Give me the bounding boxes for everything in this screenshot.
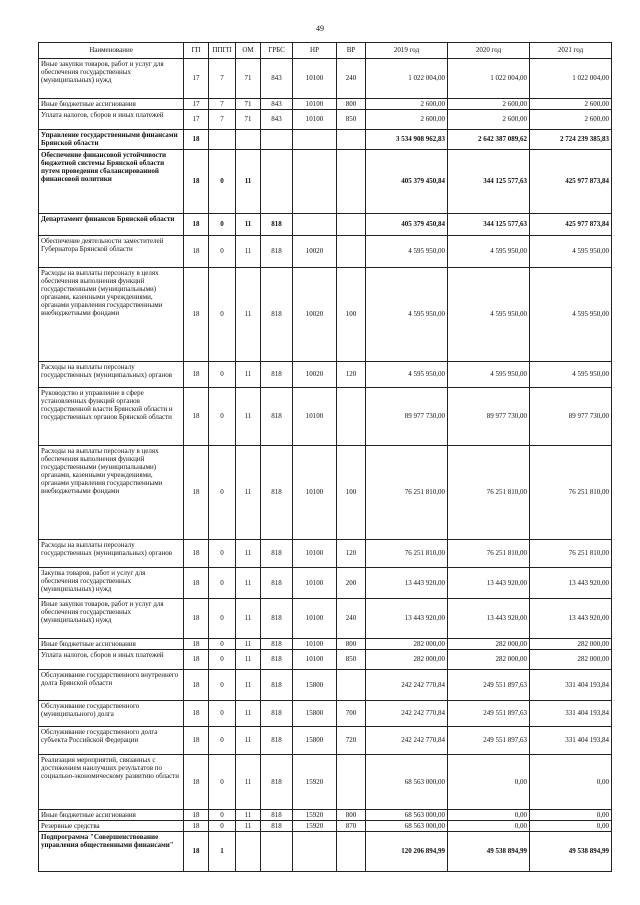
cell-nr: 10100 bbox=[293, 388, 337, 446]
cell-vr: 800 bbox=[337, 99, 366, 110]
cell-gp: 18 bbox=[184, 540, 209, 568]
cell-nr: 10100 bbox=[293, 99, 337, 110]
cell-2019: 68 563 000,00 bbox=[366, 755, 448, 810]
cell-2021: 0,00 bbox=[530, 755, 612, 810]
cell-nr: 15800 bbox=[293, 670, 337, 701]
cell-2019: 3 534 908 962,83 bbox=[366, 130, 448, 150]
cell-gp: 18 bbox=[184, 755, 209, 810]
cell-gp: 18 bbox=[184, 650, 209, 670]
table-row bbox=[39, 236, 612, 268]
cell-name: Иные бюджетные ассигнования bbox=[39, 99, 184, 110]
cell-ppgp: 0 bbox=[209, 639, 236, 650]
cell-2020: 282 000,00 bbox=[448, 650, 530, 670]
cell-ppgp: 0 bbox=[209, 670, 236, 701]
cell-gp: 18 bbox=[184, 150, 209, 214]
cell-2019: 76 251 810,00 bbox=[366, 446, 448, 540]
cell-name: Обслуживание государственного внутреннего долга Брянской области bbox=[39, 670, 184, 701]
cell-2020: 344 125 577,63 bbox=[448, 150, 530, 214]
cell-gp: 18 bbox=[184, 670, 209, 701]
table-row bbox=[39, 639, 612, 650]
cell-gp: 18 bbox=[184, 568, 209, 599]
cell-grbs: 818 bbox=[261, 810, 293, 821]
cell-ppgp: 0 bbox=[209, 446, 236, 540]
cell-ppgp: 0 bbox=[209, 755, 236, 810]
cell-2020: 249 551 897,63 bbox=[448, 727, 530, 755]
cell-gp: 18 bbox=[184, 362, 209, 388]
cell-2020: 249 551 897,63 bbox=[448, 701, 530, 727]
cell-name: Обеспечение деятельности заместителей Губернатора Брянской области bbox=[39, 236, 184, 268]
cell-grbs: 818 bbox=[261, 388, 293, 446]
cell-2019: 13 443 920,00 bbox=[366, 568, 448, 599]
cell-vr bbox=[337, 388, 366, 446]
cell-grbs: 843 bbox=[261, 110, 293, 130]
cell-gp: 18 bbox=[184, 388, 209, 446]
cell-ppgp: 0 bbox=[209, 810, 236, 821]
cell-grbs: 818 bbox=[261, 755, 293, 810]
cell-2021: 2 600,00 bbox=[530, 110, 612, 130]
cell-grbs: 818 bbox=[261, 362, 293, 388]
cell-nr: 10100 bbox=[293, 540, 337, 568]
cell-om: 11 bbox=[236, 388, 261, 446]
cell-nr: 10100 bbox=[293, 650, 337, 670]
cell-om: 11 bbox=[236, 727, 261, 755]
cell-om: 11 bbox=[236, 268, 261, 362]
cell-vr bbox=[337, 236, 366, 268]
cell-gp: 18 bbox=[184, 810, 209, 821]
cell-ppgp: 0 bbox=[209, 388, 236, 446]
table-row bbox=[39, 110, 612, 130]
cell-grbs: 843 bbox=[261, 99, 293, 110]
cell-name: Расходы на выплаты персоналу государственных (муниципальных) органов bbox=[39, 362, 184, 388]
table-row bbox=[39, 388, 612, 446]
cell-2020: 4 595 950,00 bbox=[448, 268, 530, 362]
cell-2019: 68 563 000,00 bbox=[366, 810, 448, 821]
cell-om: 71 bbox=[236, 110, 261, 130]
cell-2021: 1 022 004,00 bbox=[530, 59, 612, 99]
cell-2021: 0,00 bbox=[530, 821, 612, 832]
cell-2020: 0,00 bbox=[448, 821, 530, 832]
table-row bbox=[39, 268, 612, 362]
cell-2019: 76 251 810,00 bbox=[366, 540, 448, 568]
cell-vr: 800 bbox=[337, 810, 366, 821]
table-row bbox=[39, 821, 612, 832]
cell-ppgp bbox=[209, 130, 236, 150]
cell-om: 11 bbox=[236, 810, 261, 821]
cell-ppgp: 0 bbox=[209, 150, 236, 214]
cell-om: 11 bbox=[236, 540, 261, 568]
header-col-ppgp: ППГП bbox=[209, 43, 236, 59]
cell-2020: 0,00 bbox=[448, 755, 530, 810]
cell-vr bbox=[337, 755, 366, 810]
cell-om: 11 bbox=[236, 236, 261, 268]
header-col-gp: ГП bbox=[184, 43, 209, 59]
cell-2020: 249 551 897,63 bbox=[448, 670, 530, 701]
cell-vr: 870 bbox=[337, 821, 366, 832]
cell-name: Обслуживание государственного (муниципального) долга bbox=[39, 701, 184, 727]
cell-2020: 2 642 387 089,62 bbox=[448, 130, 530, 150]
cell-2020: 1 022 004,00 bbox=[448, 59, 530, 99]
cell-2020: 13 443 920,00 bbox=[448, 568, 530, 599]
cell-2021: 282 000,00 bbox=[530, 650, 612, 670]
cell-gp: 18 bbox=[184, 130, 209, 150]
cell-2020: 282 000,00 bbox=[448, 639, 530, 650]
cell-2021: 13 443 920,00 bbox=[530, 599, 612, 639]
cell-name: Департамент финансов Брянской области bbox=[39, 214, 184, 236]
cell-ppgp: 7 bbox=[209, 99, 236, 110]
cell-2019: 242 242 770,84 bbox=[366, 670, 448, 701]
cell-grbs: 818 bbox=[261, 214, 293, 236]
cell-nr: 10100 bbox=[293, 599, 337, 639]
cell-om: 11 bbox=[236, 821, 261, 832]
cell-2021: 13 443 920,00 bbox=[530, 568, 612, 599]
cell-2019: 13 443 920,00 bbox=[366, 599, 448, 639]
table-row bbox=[39, 150, 612, 214]
cell-vr: 240 bbox=[337, 599, 366, 639]
cell-nr: 10020 bbox=[293, 236, 337, 268]
cell-grbs: 818 bbox=[261, 236, 293, 268]
cell-name: Управление государственными финансами Брянской области bbox=[39, 130, 184, 150]
cell-grbs: 843 bbox=[261, 59, 293, 99]
cell-2021: 76 251 810,00 bbox=[530, 540, 612, 568]
cell-gp: 18 bbox=[184, 446, 209, 540]
cell-om: 11 bbox=[236, 755, 261, 810]
cell-2021: 4 595 950,00 bbox=[530, 268, 612, 362]
cell-2019: 68 563 000,00 bbox=[366, 821, 448, 832]
cell-2019: 405 379 450,84 bbox=[366, 150, 448, 214]
cell-grbs bbox=[261, 150, 293, 214]
cell-gp: 18 bbox=[184, 214, 209, 236]
cell-2019: 282 000,00 bbox=[366, 650, 448, 670]
cell-vr: 850 bbox=[337, 110, 366, 130]
cell-2019: 2 600,00 bbox=[366, 99, 448, 110]
cell-gp: 18 bbox=[184, 832, 209, 872]
cell-ppgp: 0 bbox=[209, 701, 236, 727]
cell-ppgp: 7 bbox=[209, 59, 236, 99]
cell-2021: 4 595 950,00 bbox=[530, 362, 612, 388]
table-row bbox=[39, 540, 612, 568]
cell-2019: 242 242 770,84 bbox=[366, 701, 448, 727]
header-col-2019: 2019 год bbox=[366, 43, 448, 59]
cell-vr bbox=[337, 150, 366, 214]
cell-gp: 18 bbox=[184, 236, 209, 268]
cell-2019: 89 977 730,00 bbox=[366, 388, 448, 446]
cell-gp: 17 bbox=[184, 110, 209, 130]
cell-2021: 331 404 193,84 bbox=[530, 701, 612, 727]
cell-gp: 18 bbox=[184, 639, 209, 650]
cell-2021: 331 404 193,84 bbox=[530, 670, 612, 701]
table-row bbox=[39, 130, 612, 150]
cell-2019: 2 600,00 bbox=[366, 110, 448, 130]
cell-nr: 15920 bbox=[293, 755, 337, 810]
cell-vr: 200 bbox=[337, 568, 366, 599]
cell-ppgp: 0 bbox=[209, 362, 236, 388]
cell-grbs: 818 bbox=[261, 727, 293, 755]
cell-gp: 17 bbox=[184, 59, 209, 99]
cell-name: Иные бюджетные ассигнования bbox=[39, 810, 184, 821]
cell-2021: 425 977 873,84 bbox=[530, 214, 612, 236]
cell-2019: 4 595 950,00 bbox=[366, 362, 448, 388]
cell-nr: 15920 bbox=[293, 821, 337, 832]
cell-2019: 4 595 950,00 bbox=[366, 268, 448, 362]
cell-gp: 18 bbox=[184, 701, 209, 727]
table-header-row bbox=[39, 43, 612, 59]
table-row bbox=[39, 568, 612, 599]
cell-om: 11 bbox=[236, 650, 261, 670]
cell-nr: 10020 bbox=[293, 362, 337, 388]
cell-2020: 49 538 894,99 bbox=[448, 832, 530, 872]
cell-nr: 10020 bbox=[293, 268, 337, 362]
header-col-om: ОМ bbox=[236, 43, 261, 59]
cell-2019: 120 206 894,99 bbox=[366, 832, 448, 872]
cell-ppgp: 0 bbox=[209, 599, 236, 639]
cell-2020: 0,00 bbox=[448, 810, 530, 821]
table-row bbox=[39, 599, 612, 639]
cell-2020: 2 600,00 bbox=[448, 99, 530, 110]
cell-2019: 1 022 004,00 bbox=[366, 59, 448, 99]
cell-2020: 13 443 920,00 bbox=[448, 599, 530, 639]
cell-name: Руководство и управление в сфере установленных функций органов государственной власти Брянской области и государственных органов Брянской области bbox=[39, 388, 184, 446]
table-row bbox=[39, 650, 612, 670]
table-row bbox=[39, 59, 612, 99]
cell-2021: 4 595 950,00 bbox=[530, 236, 612, 268]
cell-vr bbox=[337, 670, 366, 701]
table-row bbox=[39, 670, 612, 701]
cell-name: Уплата налогов, сборов и иных платежей bbox=[39, 650, 184, 670]
cell-nr: 15920 bbox=[293, 810, 337, 821]
cell-grbs bbox=[261, 130, 293, 150]
table-row bbox=[39, 214, 612, 236]
cell-vr bbox=[337, 130, 366, 150]
cell-2019: 4 595 950,00 bbox=[366, 236, 448, 268]
cell-vr: 100 bbox=[337, 268, 366, 362]
cell-grbs: 818 bbox=[261, 599, 293, 639]
cell-2020: 344 125 577,63 bbox=[448, 214, 530, 236]
cell-ppgp: 7 bbox=[209, 110, 236, 130]
cell-ppgp: 1 bbox=[209, 832, 236, 872]
cell-om: 11 bbox=[236, 670, 261, 701]
cell-vr bbox=[337, 832, 366, 872]
table-row bbox=[39, 755, 612, 810]
cell-om: 71 bbox=[236, 99, 261, 110]
table-row bbox=[39, 727, 612, 755]
cell-grbs: 818 bbox=[261, 540, 293, 568]
cell-nr: 10100 bbox=[293, 446, 337, 540]
cell-om: 11 bbox=[236, 701, 261, 727]
cell-name: Иные закупки товаров, работ и услуг для обеспечения государственных (муниципальных) нужд bbox=[39, 59, 184, 99]
cell-grbs: 818 bbox=[261, 670, 293, 701]
header-col-2020: 2020 год bbox=[448, 43, 530, 59]
budget-table bbox=[38, 42, 612, 872]
cell-ppgp: 0 bbox=[209, 540, 236, 568]
cell-gp: 18 bbox=[184, 727, 209, 755]
cell-om: 11 bbox=[236, 568, 261, 599]
cell-2021: 282 000,00 bbox=[530, 639, 612, 650]
cell-nr bbox=[293, 130, 337, 150]
cell-om: 11 bbox=[236, 150, 261, 214]
cell-grbs: 818 bbox=[261, 268, 293, 362]
table-row bbox=[39, 99, 612, 110]
cell-grbs: 818 bbox=[261, 639, 293, 650]
cell-2020: 2 600,00 bbox=[448, 110, 530, 130]
cell-2019: 282 000,00 bbox=[366, 639, 448, 650]
cell-name: Расходы на выплаты персоналу в целях обеспечения выполнения функций государственными (муниципальными) органами, казенными учреждениями, органами управления государственными внебюджетными фондами bbox=[39, 268, 184, 362]
cell-om: 11 bbox=[236, 446, 261, 540]
cell-ppgp: 0 bbox=[209, 727, 236, 755]
table-row bbox=[39, 810, 612, 821]
cell-nr: 10100 bbox=[293, 568, 337, 599]
cell-vr: 720 bbox=[337, 727, 366, 755]
cell-name: Подпрограмма "Совершенствование управления общественными финансами" bbox=[39, 832, 184, 872]
cell-name: Расходы на выплаты персоналу государственных (муниципальных) органов bbox=[39, 540, 184, 568]
cell-grbs: 818 bbox=[261, 701, 293, 727]
cell-nr bbox=[293, 214, 337, 236]
cell-gp: 17 bbox=[184, 99, 209, 110]
header-col-nr: НР bbox=[293, 43, 337, 59]
cell-2020: 4 595 950,00 bbox=[448, 362, 530, 388]
cell-om: 71 bbox=[236, 59, 261, 99]
page-number: 49 bbox=[316, 24, 324, 33]
cell-om: 11 bbox=[236, 362, 261, 388]
table-row bbox=[39, 362, 612, 388]
cell-grbs bbox=[261, 832, 293, 872]
cell-nr bbox=[293, 150, 337, 214]
cell-2021: 89 977 730,00 bbox=[530, 388, 612, 446]
cell-2020: 4 595 950,00 bbox=[448, 236, 530, 268]
cell-2021: 49 538 894,99 bbox=[530, 832, 612, 872]
cell-2021: 0,00 bbox=[530, 810, 612, 821]
cell-om bbox=[236, 832, 261, 872]
cell-ppgp: 0 bbox=[209, 821, 236, 832]
cell-vr: 240 bbox=[337, 59, 366, 99]
cell-grbs: 818 bbox=[261, 650, 293, 670]
cell-ppgp: 0 bbox=[209, 268, 236, 362]
header-col-2021: 2021 год bbox=[530, 43, 612, 59]
cell-nr: 10100 bbox=[293, 59, 337, 99]
cell-nr: 15800 bbox=[293, 727, 337, 755]
cell-2019: 242 242 770,84 bbox=[366, 727, 448, 755]
cell-ppgp: 0 bbox=[209, 568, 236, 599]
cell-2021: 2 724 239 385,83 bbox=[530, 130, 612, 150]
cell-name: Закупка товаров, работ и услуг для обеспечения государственных (муниципальных) нужд bbox=[39, 568, 184, 599]
cell-2021: 2 600,00 bbox=[530, 99, 612, 110]
cell-om: 11 bbox=[236, 214, 261, 236]
cell-name: Обеспечение финансовой устойчивости бюджетной системы Брянской области путем проведения сбалансированной финансовой политики bbox=[39, 150, 184, 214]
cell-vr: 850 bbox=[337, 650, 366, 670]
cell-vr: 120 bbox=[337, 362, 366, 388]
cell-name: Резервные средства bbox=[39, 821, 184, 832]
cell-name: Реализация мероприятий, связанных с достижением наилучших результатов по социально-экономическому развитию области bbox=[39, 755, 184, 810]
cell-gp: 18 bbox=[184, 821, 209, 832]
cell-ppgp: 0 bbox=[209, 236, 236, 268]
cell-grbs: 818 bbox=[261, 821, 293, 832]
cell-nr bbox=[293, 832, 337, 872]
cell-2020: 76 251 810,00 bbox=[448, 446, 530, 540]
cell-om: 11 bbox=[236, 599, 261, 639]
header-col-vr: ВР bbox=[337, 43, 366, 59]
cell-nr: 10100 bbox=[293, 110, 337, 130]
table-row bbox=[39, 701, 612, 727]
cell-name: Иные бюджетные ассигнования bbox=[39, 639, 184, 650]
cell-name: Расходы на выплаты персоналу в целях обеспечения выполнения функций государственными (муниципальными) органами, казенными учреждениями, органами управления государственными внебюджетными фондами bbox=[39, 446, 184, 540]
cell-grbs: 818 bbox=[261, 446, 293, 540]
cell-vr: 120 bbox=[337, 540, 366, 568]
cell-vr: 800 bbox=[337, 639, 366, 650]
cell-2019: 405 379 450,84 bbox=[366, 214, 448, 236]
table-row bbox=[39, 446, 612, 540]
cell-ppgp: 0 bbox=[209, 214, 236, 236]
table-row bbox=[39, 832, 612, 872]
cell-grbs: 818 bbox=[261, 568, 293, 599]
cell-vr: 700 bbox=[337, 701, 366, 727]
cell-2021: 425 977 873,84 bbox=[530, 150, 612, 214]
cell-om bbox=[236, 130, 261, 150]
cell-2020: 76 251 810,00 bbox=[448, 540, 530, 568]
cell-vr bbox=[337, 214, 366, 236]
cell-2021: 331 404 193,84 bbox=[530, 727, 612, 755]
cell-nr: 10100 bbox=[293, 639, 337, 650]
cell-gp: 18 bbox=[184, 268, 209, 362]
cell-2021: 76 251 810,00 bbox=[530, 446, 612, 540]
header-col-name: Наименование bbox=[39, 43, 184, 59]
header-col-grbs: ГРБС bbox=[261, 43, 293, 59]
cell-om: 11 bbox=[236, 639, 261, 650]
cell-2020: 89 977 730,00 bbox=[448, 388, 530, 446]
cell-name: Иные закупки товаров, работ и услуг для обеспечения государственных (муниципальных) нужд bbox=[39, 599, 184, 639]
cell-ppgp: 0 bbox=[209, 650, 236, 670]
cell-nr: 15800 bbox=[293, 701, 337, 727]
cell-name: Обслуживание государственного долга субъекта Российской Федерации bbox=[39, 727, 184, 755]
cell-name: Уплата налогов, сборов и иных платежей bbox=[39, 110, 184, 130]
cell-vr: 100 bbox=[337, 446, 366, 540]
cell-gp: 18 bbox=[184, 599, 209, 639]
